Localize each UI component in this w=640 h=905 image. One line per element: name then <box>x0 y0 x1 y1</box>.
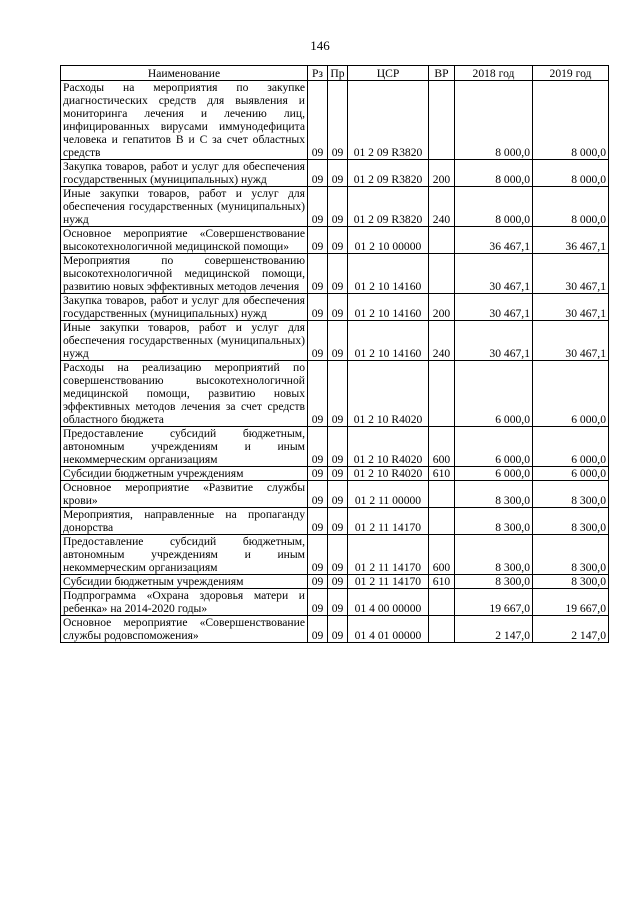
row-rz: 09 <box>308 81 328 160</box>
row-2018: 6 000,0 <box>455 361 533 427</box>
row-rz: 09 <box>308 254 328 294</box>
row-2018: 19 667,0 <box>455 589 533 616</box>
row-csr: 01 2 10 00000 <box>348 227 429 254</box>
row-csr: 01 2 10 R4020 <box>348 361 429 427</box>
row-pr: 09 <box>328 575 348 589</box>
row-2018: 2 147,0 <box>455 616 533 643</box>
row-2019: 8 300,0 <box>533 575 609 589</box>
row-csr: 01 2 11 14170 <box>348 535 429 575</box>
row-vr <box>429 616 455 643</box>
row-csr: 01 2 11 00000 <box>348 481 429 508</box>
table-row <box>61 575 609 589</box>
row-rz: 09 <box>308 160 328 187</box>
row-2018: 8 300,0 <box>455 575 533 589</box>
row-csr: 01 2 09 R3820 <box>348 160 429 187</box>
page-number: 146 <box>310 38 330 53</box>
row-pr: 09 <box>328 467 348 481</box>
row-vr: 600 <box>429 535 455 575</box>
row-name: Закупка товаров, работ и услуг для обеспечения государственных (муниципальных) нужд <box>61 160 308 187</box>
row-2019: 36 467,1 <box>533 227 609 254</box>
row-name: Основное мероприятие «Совершенствование службы родовспоможения» <box>61 616 308 643</box>
row-2018: 8 300,0 <box>455 481 533 508</box>
table-row <box>61 481 609 508</box>
table-row <box>61 535 609 575</box>
row-name: Основное мероприятие «Совершенствование высокотехнологичной медицинской помощи» <box>61 227 308 254</box>
table-row <box>61 187 609 227</box>
row-csr: 01 4 01 00000 <box>348 616 429 643</box>
row-name: Основное мероприятие «Развитие службы крови» <box>61 481 308 508</box>
row-vr: 610 <box>429 575 455 589</box>
table-row <box>61 254 609 294</box>
row-vr <box>429 361 455 427</box>
row-pr: 09 <box>328 427 348 467</box>
row-csr: 01 2 10 R4020 <box>348 467 429 481</box>
row-vr <box>429 481 455 508</box>
row-csr: 01 2 11 14170 <box>348 508 429 535</box>
row-name: Расходы на реализацию мероприятий по совершенствованию высокотехнологичной медицинской помощи, развитию новых эффективных методов лечения за счет средств областного бюджета <box>61 361 308 427</box>
row-csr: 01 2 09 R3820 <box>348 81 429 160</box>
row-name: Подпрограмма «Охрана здоровья матери и ребенка» на 2014-2020 годы» <box>61 589 308 616</box>
row-2019: 6 000,0 <box>533 361 609 427</box>
row-rz: 09 <box>308 589 328 616</box>
row-rz: 09 <box>308 467 328 481</box>
row-pr: 09 <box>328 81 348 160</box>
row-name: Предоставление субсидий бюджетным, автономным учреждениям и иным некоммерческим организациям <box>61 427 308 467</box>
row-name: Мероприятия, направленные на пропаганду донорства <box>61 508 308 535</box>
row-pr: 09 <box>328 227 348 254</box>
row-vr: 200 <box>429 294 455 321</box>
row-rz: 09 <box>308 575 328 589</box>
table-row <box>61 160 609 187</box>
row-2019: 6 000,0 <box>533 467 609 481</box>
row-pr: 09 <box>328 481 348 508</box>
table-row <box>61 616 609 643</box>
row-pr: 09 <box>328 254 348 294</box>
table-row <box>61 427 609 467</box>
row-csr: 01 2 10 R4020 <box>348 427 429 467</box>
row-2019: 8 000,0 <box>533 160 609 187</box>
row-csr: 01 2 09 R3820 <box>348 187 429 227</box>
budget-table <box>60 65 609 643</box>
table-row <box>61 467 609 481</box>
row-vr: 200 <box>429 160 455 187</box>
row-pr: 09 <box>328 508 348 535</box>
row-2019: 8 300,0 <box>533 508 609 535</box>
row-pr: 09 <box>328 589 348 616</box>
row-pr: 09 <box>328 294 348 321</box>
row-rz: 09 <box>308 187 328 227</box>
row-2018: 6 000,0 <box>455 467 533 481</box>
row-name: Иные закупки товаров, работ и услуг для обеспечения государственных (муниципальных) нужд <box>61 321 308 361</box>
row-2018: 30 467,1 <box>455 254 533 294</box>
header-rz: Рз <box>308 66 328 81</box>
header-name: Наименование <box>61 66 308 81</box>
row-2019: 2 147,0 <box>533 616 609 643</box>
row-2018: 30 467,1 <box>455 294 533 321</box>
row-pr: 09 <box>328 616 348 643</box>
row-2019: 19 667,0 <box>533 589 609 616</box>
row-2018: 8 000,0 <box>455 187 533 227</box>
header-pr: Пр <box>328 66 348 81</box>
row-rz: 09 <box>308 481 328 508</box>
row-vr: 610 <box>429 467 455 481</box>
row-rz: 09 <box>308 616 328 643</box>
row-csr: 01 2 10 14160 <box>348 294 429 321</box>
table-row <box>61 81 609 160</box>
row-2019: 6 000,0 <box>533 427 609 467</box>
row-name: Субсидии бюджетным учреждениям <box>61 467 308 481</box>
row-2019: 30 467,1 <box>533 321 609 361</box>
row-name: Расходы на мероприятия по закупке диагностических средств для выявления и мониторинга лечения и лечению лиц, инфицированных вирусами иммунодефицита человека и гепатитов В и С за счет областных средств <box>61 81 308 160</box>
table-header-row <box>61 66 609 81</box>
row-vr <box>429 508 455 535</box>
row-rz: 09 <box>308 294 328 321</box>
row-name: Закупка товаров, работ и услуг для обеспечения государственных (муниципальных) нужд <box>61 294 308 321</box>
row-2018: 8 000,0 <box>455 160 533 187</box>
row-name: Предоставление субсидий бюджетным, автономным учреждениям и иным некоммерческим организациям <box>61 535 308 575</box>
row-csr: 01 2 11 14170 <box>348 575 429 589</box>
table-row <box>61 321 609 361</box>
row-csr: 01 2 10 14160 <box>348 254 429 294</box>
row-rz: 09 <box>308 427 328 467</box>
row-vr <box>429 227 455 254</box>
table-row <box>61 361 609 427</box>
row-2018: 8 000,0 <box>455 81 533 160</box>
row-2018: 8 300,0 <box>455 508 533 535</box>
row-vr <box>429 589 455 616</box>
row-name: Иные закупки товаров, работ и услуг для обеспечения государственных (муниципальных) нужд <box>61 187 308 227</box>
table-row <box>61 227 609 254</box>
row-2019: 8 300,0 <box>533 481 609 508</box>
row-name: Мероприятия по совершенствованию высокотехнологичной медицинской помощи, развитию новых эффективных методов лечения <box>61 254 308 294</box>
row-pr: 09 <box>328 361 348 427</box>
row-name: Субсидии бюджетным учреждениям <box>61 575 308 589</box>
row-pr: 09 <box>328 535 348 575</box>
row-csr: 01 4 00 00000 <box>348 589 429 616</box>
row-vr <box>429 81 455 160</box>
row-rz: 09 <box>308 508 328 535</box>
table-row <box>61 294 609 321</box>
row-2018: 30 467,1 <box>455 321 533 361</box>
row-csr: 01 2 10 14160 <box>348 321 429 361</box>
row-2019: 8 000,0 <box>533 81 609 160</box>
row-vr: 240 <box>429 187 455 227</box>
header-vr: ВР <box>429 66 455 81</box>
header-2019: 2019 год <box>533 66 609 81</box>
row-rz: 09 <box>308 321 328 361</box>
header-2018: 2018 год <box>455 66 533 81</box>
row-pr: 09 <box>328 321 348 361</box>
row-2019: 30 467,1 <box>533 254 609 294</box>
row-rz: 09 <box>308 227 328 254</box>
row-2019: 8 000,0 <box>533 187 609 227</box>
row-rz: 09 <box>308 361 328 427</box>
row-rz: 09 <box>308 535 328 575</box>
row-vr: 240 <box>429 321 455 361</box>
row-vr <box>429 254 455 294</box>
row-vr: 600 <box>429 427 455 467</box>
row-pr: 09 <box>328 187 348 227</box>
row-2018: 8 300,0 <box>455 535 533 575</box>
row-2019: 8 300,0 <box>533 535 609 575</box>
table-row <box>61 589 609 616</box>
row-2019: 30 467,1 <box>533 294 609 321</box>
row-2018: 6 000,0 <box>455 427 533 467</box>
table-row <box>61 508 609 535</box>
row-pr: 09 <box>328 160 348 187</box>
header-csr: ЦСР <box>348 66 429 81</box>
row-2018: 36 467,1 <box>455 227 533 254</box>
